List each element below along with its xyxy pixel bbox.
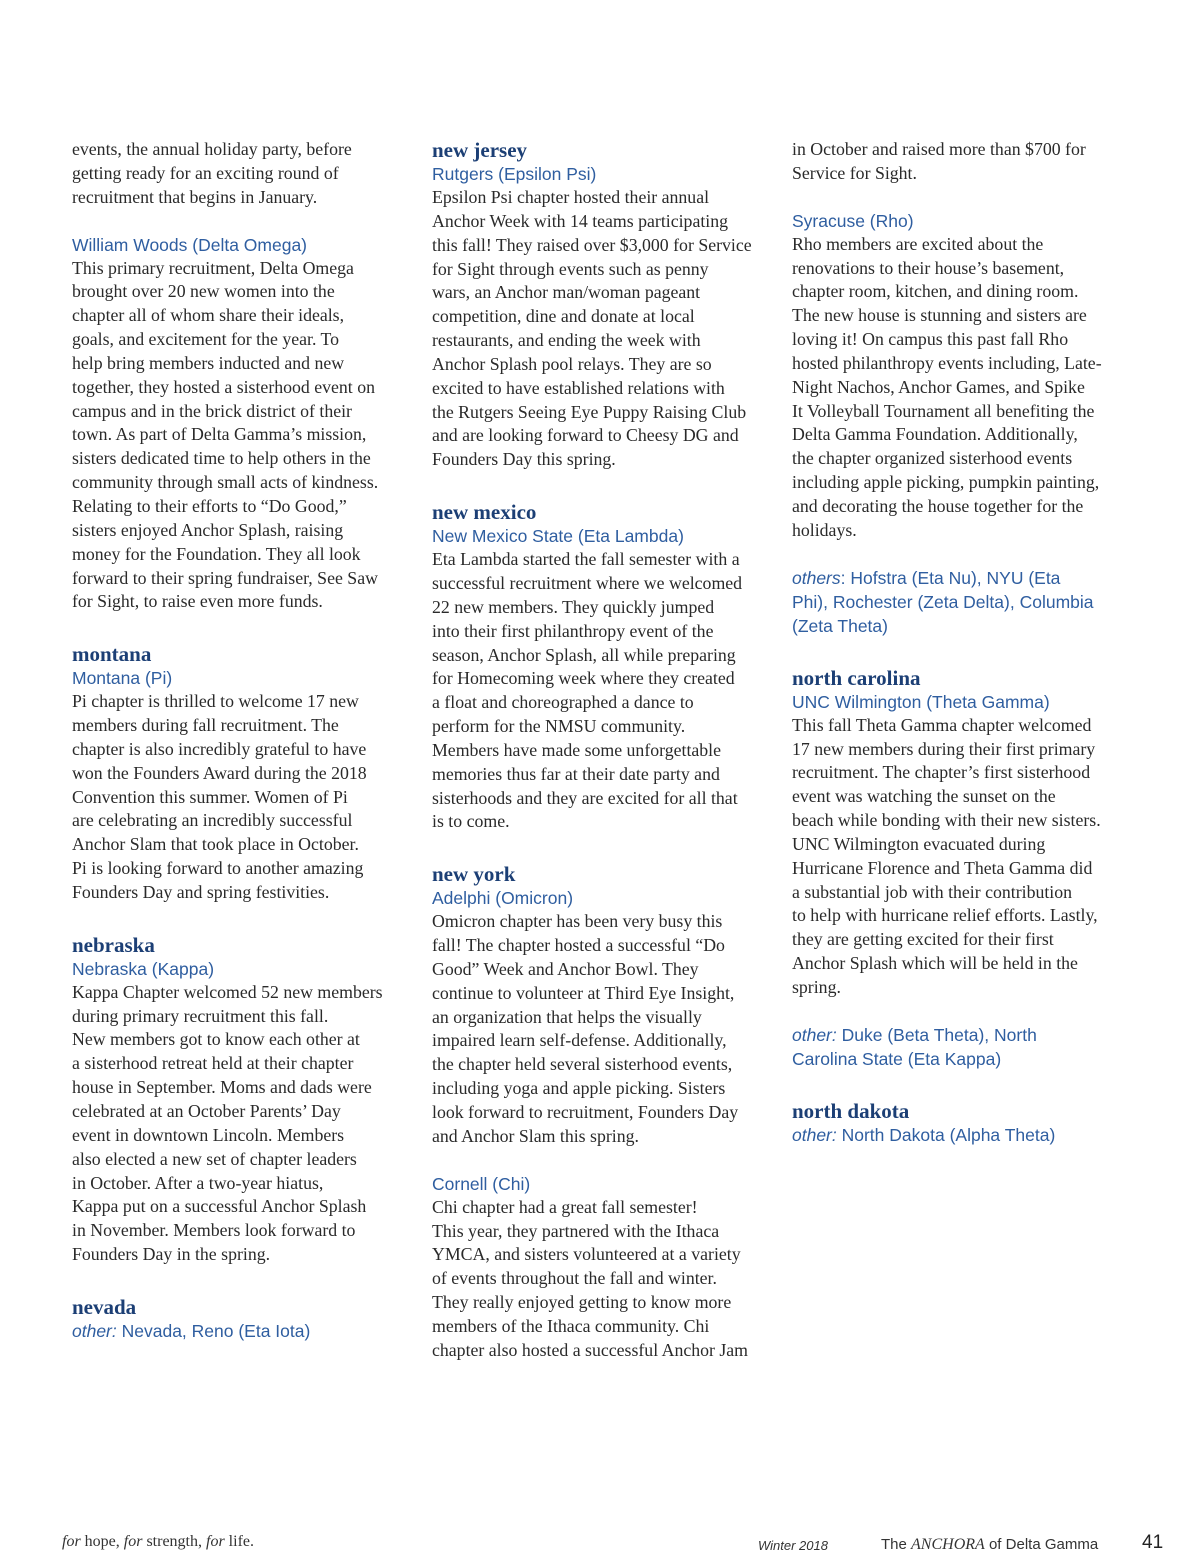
text-line: recruitment that begins in January.: [72, 186, 318, 207]
text-line: chapter room, kitchen, and dining room.: [792, 281, 1079, 302]
chapter-name-william-woods: William Woods (Delta Omega): [72, 234, 308, 255]
text-line: chapter is also incredibly grateful to have: [72, 738, 367, 759]
text-line: house in September. Moms and dads were: [72, 1077, 372, 1098]
motto-for: for: [206, 1533, 225, 1550]
new-york-paragraph: [432, 910, 772, 1148]
text-line: sisterhoods and they are excited for all that: [432, 787, 738, 808]
chapter-name-syracuse: Syracuse (Rho): [792, 210, 914, 231]
text-line: they are getting excited for their first: [792, 929, 1054, 950]
text-line: competition, dine and donate at local: [432, 306, 695, 327]
text-line: Founders Day and spring festivities.: [72, 881, 330, 902]
state-heading-new-york: new york: [432, 862, 516, 887]
text-line: Omicron chapter has been very busy this: [432, 911, 723, 932]
text-line: money for the Foundation. They all look: [72, 543, 361, 564]
text-line: a substantial job with their contribution: [792, 881, 1073, 902]
text-line: This year, they partnered with the Ithaca: [432, 1220, 720, 1241]
text-line: sisters dedicated time to help others in the: [72, 448, 371, 469]
text-line: Duke (Beta Theta), North: [836, 1024, 1037, 1045]
magazine-title-part: of Delta Gamma: [984, 1536, 1099, 1553]
text-line: memories thus far at their date party and: [432, 763, 720, 784]
text-line: help bring members inducted and new: [72, 352, 345, 373]
text-line: members of the Ithaca community. Chi: [432, 1315, 710, 1336]
state-heading-nevada: nevada: [72, 1294, 137, 1319]
text-line: This fall Theta Gamma chapter welcomed: [792, 714, 1092, 735]
text-line: Night Nachos, Anchor Games, and Spike: [792, 376, 1085, 397]
text-line: renovations to their house’s basement,: [792, 257, 1065, 278]
continued-paragraph: [792, 138, 1137, 186]
chapter-name-cornell: Cornell (Chi): [432, 1173, 531, 1194]
text-line: restaurants, and ending the week with: [432, 330, 701, 351]
footer-issue-season: Winter 2018: [758, 1538, 828, 1553]
text-line: also elected a new set of chapter leaders: [72, 1148, 357, 1169]
motto-word: hope,: [80, 1533, 124, 1550]
text-line: successful recruitment where we welcomed: [432, 572, 743, 593]
text-line: forward to their spring fundraiser, See Saw: [72, 567, 378, 588]
text-line: Anchor Slam that took place in October.: [72, 834, 359, 855]
text-line: together, they hosted a sisterhood event on: [72, 376, 375, 397]
text-line: during primary recruitment this fall.: [72, 1005, 329, 1026]
text-line: YMCA, and sisters volunteered at a variety: [432, 1244, 741, 1265]
text-line: Members have made some unforgettable: [432, 739, 722, 760]
text-line: perform for the NMSU community.: [432, 716, 686, 737]
montana-paragraph: [72, 690, 412, 905]
text-line: season, Anchor Splash, all while preparing: [432, 644, 736, 665]
other-chapters-nevada: [72, 1319, 412, 1343]
text-line: are celebrating an incredibly successful: [72, 810, 353, 831]
text-line: to help with hurricane relief efforts. Lastly,: [792, 905, 1098, 926]
others-label: others: [792, 567, 841, 588]
text-line: sisters enjoyed Anchor Splash, raising: [72, 519, 344, 540]
new-jersey-paragraph: [432, 186, 772, 472]
text-line: They really enjoyed getting to know more: [432, 1292, 732, 1313]
magazine-title-anchora: ANCHORA: [911, 1536, 985, 1553]
text-line: Service for Sight.: [792, 162, 917, 183]
text-line: spring.: [792, 976, 841, 997]
text-line: including apple picking, pumpkin painting,: [792, 472, 1100, 493]
text-line: Good” Week and Anchor Bowl. They: [432, 958, 699, 979]
text-line: This primary recruitment, Delta Omega: [72, 257, 354, 278]
text-line: brought over 20 new women into the: [72, 281, 335, 302]
chapter-name-unc-wilmington: UNC Wilmington (Theta Gamma): [792, 691, 1050, 712]
state-heading-new-mexico: new mexico: [432, 500, 537, 525]
text-line: : Hofstra (Eta Nu), NYU (Eta: [840, 567, 1061, 588]
text-line: for Homecoming week where they created: [432, 668, 735, 689]
text-line: this fall! They raised over $3,000 for Service: [432, 234, 752, 255]
text-line: for Sight, to raise even more funds.: [72, 591, 323, 612]
text-line: Founders Day in the spring.: [72, 1244, 271, 1265]
text-line: hosted philanthropy events including, Late-: [792, 352, 1102, 373]
text-line: celebrated at an October Parents’ Day: [72, 1101, 341, 1121]
text-line: UNC Wilmington evacuated during: [792, 833, 1046, 854]
text-line: loving it! On campus this past fall Rho: [792, 329, 1069, 350]
chapter-name-new-mexico-state: New Mexico State (Eta Lambda): [432, 526, 684, 547]
cornell-paragraph: [432, 1196, 772, 1363]
text-line: Pi chapter is thrilled to welcome 17 new: [72, 691, 359, 712]
state-heading-nebraska: nebraska: [72, 932, 155, 957]
text-line: The new house is stunning and sisters are: [792, 305, 1087, 326]
text-line: (Zeta Theta): [792, 615, 888, 636]
text-line: and decorating the house together for the: [792, 495, 1084, 516]
text-line: and Anchor Slam this spring.: [432, 1125, 639, 1146]
text-line: and are looking forward to Cheesy DG and: [432, 425, 739, 446]
column-1: [72, 138, 412, 1343]
other-chapters-text: North Dakota (Alpha Theta): [836, 1124, 1056, 1145]
text-line: Kappa Chapter welcomed 52 new members: [72, 981, 383, 1002]
text-line: events, the annual holiday party, before: [72, 139, 352, 159]
chapter-name-montana: Montana (Pi): [72, 668, 173, 689]
text-line: fall! The chapter hosted a successful “Do: [432, 935, 725, 956]
other-chapters-text: Nevada, Reno (Eta Iota): [116, 1320, 311, 1341]
text-line: 17 new members during their first primary: [792, 738, 1096, 759]
column-2: [432, 138, 772, 1363]
motto-word: strength,: [142, 1533, 206, 1550]
text-line: Rho members are excited about the: [792, 233, 1044, 254]
other-chapters-new-york: [792, 566, 1137, 638]
text-line: Hurricane Florence and Theta Gamma did: [792, 857, 1093, 878]
other-label: other:: [792, 1124, 837, 1145]
text-line: chapter also hosted a successful Anchor Jam: [432, 1339, 749, 1360]
syracuse-paragraph: [792, 233, 1137, 543]
column-3: [792, 138, 1137, 1147]
other-label: other:: [792, 1024, 837, 1045]
text-line: 22 new members. They quickly jumped: [432, 596, 715, 617]
chapter-name-rutgers: Rutgers (Epsilon Psi): [432, 164, 597, 184]
text-line: the chapter held several sisterhood events,: [432, 1054, 733, 1075]
text-line: Kappa put on a successful Anchor Splash: [72, 1196, 367, 1217]
text-line: in October and raised more than $700 for: [792, 139, 1086, 159]
text-line: It Volleyball Tournament all benefiting the: [792, 400, 1095, 421]
text-line: wars, an Anchor man/woman pageant: [432, 282, 701, 303]
state-heading-north-dakota: north dakota: [792, 1098, 910, 1123]
chapter-name-adelphi: Adelphi (Omicron): [432, 888, 574, 909]
text-line: in October. After a two-year hiatus,: [72, 1172, 324, 1193]
text-line: Epsilon Psi chapter hosted their annual: [432, 187, 710, 207]
nebraska-paragraph: [72, 981, 412, 1267]
state-heading-new-jersey: new jersey: [432, 138, 528, 162]
new-mexico-paragraph: [432, 548, 772, 834]
text-line: Relating to their efforts to “Do Good,”: [72, 495, 347, 516]
text-line: campus and in the brick district of their: [72, 400, 352, 421]
text-line: Anchor Week with 14 teams participating: [432, 210, 728, 231]
text-line: Phi), Rochester (Zeta Delta), Columbia: [792, 591, 1094, 612]
text-line: Anchor Splash pool relays. They are so: [432, 353, 712, 374]
text-line: is to come.: [432, 811, 510, 832]
chapter-name-nebraska: Nebraska (Kappa): [72, 958, 215, 979]
text-line: New members got to know each other at: [72, 1029, 360, 1050]
text-line: excited to have established relations with: [432, 377, 725, 398]
other-label: other:: [72, 1320, 117, 1341]
text-line: beach while bonding with their new sisters.: [792, 810, 1101, 831]
text-line: holidays.: [792, 519, 857, 540]
intro-paragraph: [72, 138, 412, 210]
text-line: continue to volunteer at Third Eye Insight,: [432, 982, 735, 1003]
text-line: of events throughout the fall and winter.: [432, 1268, 717, 1289]
text-line: the Rutgers Seeing Eye Puppy Raising Club: [432, 401, 747, 422]
other-chapters-north-dakota: [792, 1123, 1137, 1147]
text-line: getting ready for an exciting round of: [72, 162, 339, 183]
text-line: in November. Members look forward to: [72, 1220, 356, 1241]
text-line: community through small acts of kindness.: [72, 472, 379, 493]
text-line: an organization that helps the visually: [432, 1006, 702, 1027]
text-line: a float and choreographed a dance to: [432, 692, 694, 713]
william-woods-paragraph: [72, 257, 412, 615]
text-line: Anchor Splash which will be held in the: [792, 953, 1078, 974]
text-line: for Sight through events such as penny: [432, 258, 709, 279]
text-line: the chapter organized sisterhood events: [792, 448, 1073, 469]
north-carolina-paragraph: [792, 714, 1137, 1000]
magazine-title-part: The: [881, 1536, 912, 1553]
text-line: town. As part of Delta Gamma’s mission,: [72, 424, 367, 445]
text-line: Founders Day this spring.: [432, 449, 616, 470]
text-line: Convention this summer. Women of Pi: [72, 786, 348, 807]
text-line: Carolina State (Eta Kappa): [792, 1048, 1002, 1069]
text-line: Delta Gamma Foundation. Additionally,: [792, 424, 1078, 445]
text-line: Pi is looking forward to another amazing: [72, 858, 364, 879]
motto-for: for: [123, 1533, 143, 1550]
text-line: goals, and excitement for the year. To: [72, 329, 340, 350]
motto-for: for: [62, 1533, 81, 1550]
other-chapters-north-carolina: [792, 1023, 1137, 1071]
state-heading-north-carolina: north carolina: [792, 665, 921, 690]
text-line: chapter all of whom share their ideals,: [72, 305, 345, 326]
state-heading-montana: montana: [72, 642, 152, 667]
text-line: members during fall recruitment. The: [72, 715, 339, 736]
text-line: a sisterhood retreat held at their chapter: [72, 1053, 354, 1074]
text-line: Chi chapter had a great fall semester!: [432, 1196, 698, 1217]
text-line: impaired learn self-defense. Additionally,: [432, 1030, 727, 1051]
text-line: Eta Lambda started the fall semester with a: [432, 549, 740, 570]
text-line: look forward to recruitment, Founders Day: [432, 1102, 739, 1122]
footer-magazine-title: [881, 1536, 1098, 1554]
text-line: including yoga and apple picking. Sisters: [432, 1078, 726, 1099]
text-line: won the Founders Award during the 2018: [72, 762, 367, 783]
text-line: recruitment. The chapter’s first sisterhood: [792, 762, 1091, 783]
motto-word: life.: [224, 1533, 254, 1550]
text-line: into their first philanthropy event of the: [432, 620, 714, 641]
footer-motto: [62, 1533, 254, 1551]
page-number: 41: [1142, 1532, 1164, 1553]
text-line: event was watching the sunset on the: [792, 786, 1056, 807]
text-line: event in downtown Lincoln. Members: [72, 1124, 345, 1145]
